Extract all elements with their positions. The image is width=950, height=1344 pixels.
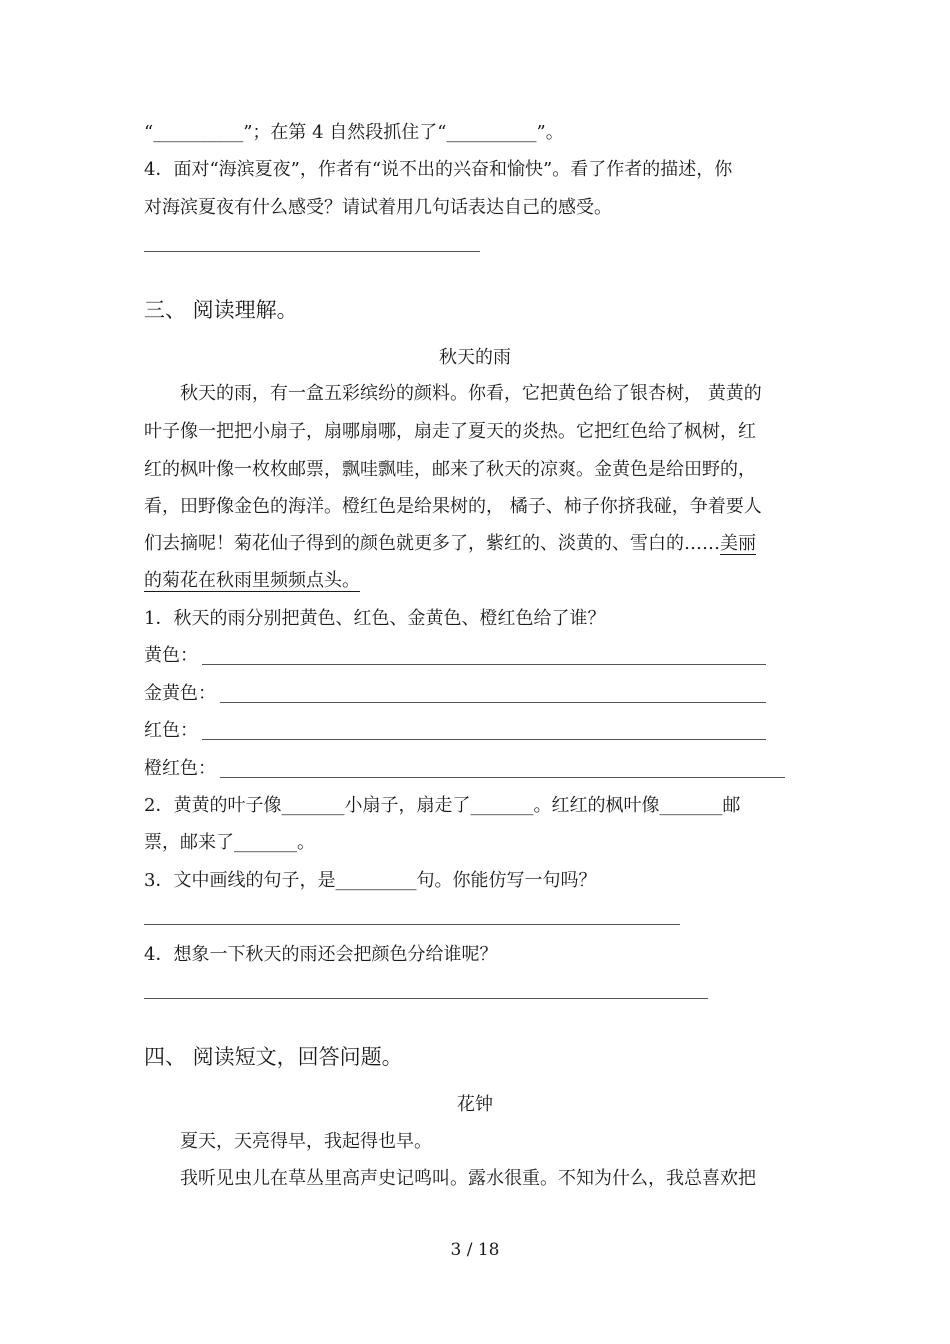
section-4-heading: 四、 阅读短文，回答问题。: [144, 1045, 403, 1069]
question-4-line-2: 对海滨夏夜有什么感受？请试着用几句话表达自己的感受。: [144, 197, 612, 218]
passage-line: 红的枫叶像一枚枚邮票，飘哇飘哇，邮来了秋天的凉爽。金黄色是给田野的，: [144, 459, 756, 480]
passage-line: 叶子像一把把小扇子，扇哪扇哪，扇走了夏天的炎热。它把红色给了枫树，红: [144, 421, 756, 442]
section-3-heading: 三、 阅读理解。: [144, 298, 298, 322]
passage-line: 看，田野像金色的海洋。橙红色是给果树的， 橘子、柿子你挤我碰，争着要人: [144, 496, 762, 517]
page-number: 3 / 18: [450, 1240, 500, 1260]
label-yellow: 黄色：: [144, 645, 198, 666]
answer-line-continued: “__________”；在第 4 自然段抓住了“__________”。: [144, 122, 564, 143]
passage-line: 我听见虫儿在草丛里高声史记鸣叫。露水很重。不知为什么，我总喜欢把: [180, 1168, 756, 1189]
passage-text: 们去摘呢！菊花仙子得到的颜色就更多了，紫红的、淡黄的、雪白的……: [144, 533, 720, 554]
answer-blank-orange[interactable]: [220, 777, 785, 778]
passage-line: [144, 532, 756, 556]
question-4: 4．想象一下秋天的雨还会把颜色分给谁呢？: [144, 944, 498, 965]
passage-line: 夏天，天亮得早，我起得也早。: [180, 1131, 432, 1152]
question-1: 1．秋天的雨分别把黄色、红色、金黄色、橙红色给了谁？: [144, 608, 606, 629]
answer-blank-gold[interactable]: [220, 702, 766, 703]
answer-line[interactable]: [144, 998, 708, 999]
answer-line[interactable]: [144, 924, 680, 925]
answer-blank-red[interactable]: [202, 739, 766, 740]
question-4-line-1: 4．面对“海滨夏夜”，作者有“说不出的兴奋和愉快”。看了作者的描述，你: [144, 159, 733, 180]
label-red: 红色：: [144, 720, 198, 741]
question-2-line-2: 票，邮来了_______。: [144, 832, 315, 853]
passage-line: [144, 569, 360, 593]
passage-title: 花钟: [457, 1094, 493, 1115]
question-2-line-1: 2．黄黄的叶子像_______小扇子，扇走了_______。红红的枫叶像_______邮: [144, 795, 741, 816]
passage-line: 秋天的雨，有一盒五彩缤纷的颜料。你看，它把黄色给了银杏树， 黄黄的: [180, 383, 762, 404]
answer-line: [144, 251, 480, 252]
passage-title: 秋天的雨: [439, 347, 511, 368]
answer-blank-yellow[interactable]: [202, 664, 766, 665]
underlined-sentence-start: 美丽: [720, 533, 756, 554]
question-3: 3．文中画线的句子，是_________句。你能仿写一句吗？: [144, 870, 597, 891]
label-gold: 金黄色：: [144, 683, 216, 704]
label-orange: 橙红色：: [144, 758, 216, 779]
underlined-sentence-end: 的菊花在秋雨里频频点头。: [144, 570, 360, 591]
